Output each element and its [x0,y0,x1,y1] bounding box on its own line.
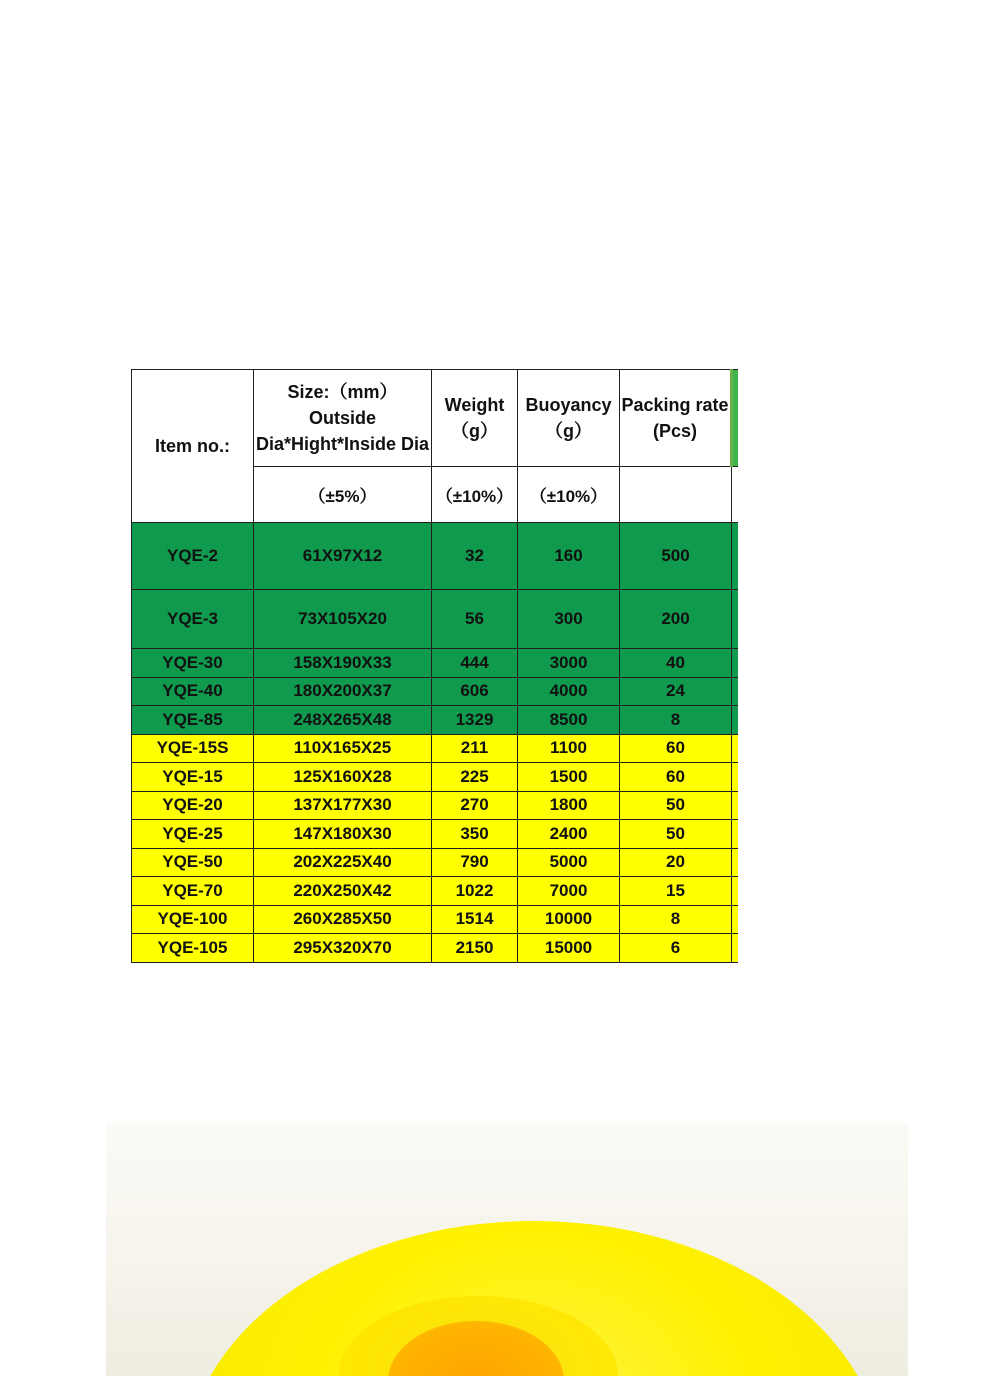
table-row [132,877,738,906]
cell-weight: 790 [432,848,518,877]
table-row [132,791,738,820]
table-row [132,590,738,649]
cell-size: 260X285X50 [254,905,432,934]
cell-item: YQE-20 [132,791,254,820]
cell-buoyancy: 1100 [518,734,620,763]
tolerance-weight: （±10%） [432,467,518,523]
header-buoyancy-line1: Buoyancy [525,395,612,415]
cell-packing: 50 [620,791,732,820]
cell-buoyancy: 7000 [518,877,620,906]
header-size-line1: Size:（mm） [287,382,398,402]
cell-packing: 24 [620,677,732,706]
cell-weight: 2150 [432,934,518,963]
cell-size: 137X177X30 [254,791,432,820]
cell-buoyancy: 3000 [518,649,620,678]
cell-item: YQE-3 [132,590,254,649]
table-row [132,848,738,877]
cell-edge [732,523,738,590]
spec-table-body [132,370,738,963]
cell-item: YQE-25 [132,820,254,849]
tolerance-buoyancy: （±10%） [518,467,620,523]
header-size-line2: Outside [308,408,376,428]
cell-item: YQE-15 [132,763,254,792]
header-size-line3: Dia*Hight*Inside Dia [255,434,430,454]
cell-packing: 20 [620,848,732,877]
tolerance-edge-cell [732,467,738,523]
cell-weight: 350 [432,820,518,849]
cell-packing: 60 [620,734,732,763]
cell-size: 248X265X48 [254,706,432,735]
cell-buoyancy: 160 [518,523,620,590]
cell-packing: 15 [620,877,732,906]
cell-item: YQE-40 [132,677,254,706]
cell-edge [732,877,738,906]
cell-buoyancy: 300 [518,590,620,649]
cell-weight: 444 [432,649,518,678]
cell-weight: 1329 [432,706,518,735]
cell-edge [732,934,738,963]
cell-weight: 270 [432,791,518,820]
header-packing-line1: Packing rate [621,395,729,415]
table-row [132,820,738,849]
cell-item: YQE-2 [132,523,254,590]
cell-weight: 225 [432,763,518,792]
cell-packing: 6 [620,934,732,963]
table-row [132,734,738,763]
cell-size: 158X190X33 [254,649,432,678]
table-row [132,905,738,934]
cell-packing: 8 [620,905,732,934]
cell-weight: 606 [432,677,518,706]
cell-edge [732,677,738,706]
cell-packing: 500 [620,523,732,590]
header-weight [432,370,518,467]
cell-packing: 40 [620,649,732,678]
cell-item: YQE-85 [132,706,254,735]
spec-table [131,369,738,963]
header-edge-cell [732,370,738,467]
cell-edge [732,734,738,763]
tolerance-packing [620,467,732,523]
cell-size: 147X180X30 [254,820,432,849]
cell-size: 180X200X37 [254,677,432,706]
cell-edge [732,590,738,649]
header-buoyancy [518,370,620,467]
cell-weight: 56 [432,590,518,649]
header-packing [620,370,732,467]
cell-buoyancy: 15000 [518,934,620,963]
table-row [132,523,738,590]
tolerance-size: （±5%） [254,467,432,523]
cell-buoyancy: 1500 [518,763,620,792]
cell-buoyancy: 10000 [518,905,620,934]
cell-edge [732,820,738,849]
header-packing-line2: (Pcs) [652,421,697,441]
cell-packing: 50 [620,820,732,849]
cell-item: YQE-100 [132,905,254,934]
cell-packing: 200 [620,590,732,649]
header-weight-line2: （g） [451,421,498,441]
cell-packing: 8 [620,706,732,735]
cell-edge [732,848,738,877]
table-row [132,934,738,963]
cell-packing: 60 [620,763,732,792]
cell-buoyancy: 2400 [518,820,620,849]
table-row [132,763,738,792]
cell-edge [732,763,738,792]
header-item [132,370,254,523]
cell-size: 73X105X20 [254,590,432,649]
cell-buoyancy: 8500 [518,706,620,735]
cell-buoyancy: 4000 [518,677,620,706]
header-size [254,370,432,467]
cell-size: 110X165X25 [254,734,432,763]
cell-weight: 211 [432,734,518,763]
table-row [132,706,738,735]
header-item-label: Item no.: [155,436,230,456]
table-row [132,677,738,706]
cell-weight: 1022 [432,877,518,906]
cell-edge [732,791,738,820]
cell-item: YQE-105 [132,934,254,963]
cell-edge [732,905,738,934]
cell-size: 61X97X12 [254,523,432,590]
cell-item: YQE-50 [132,848,254,877]
cell-size: 202X225X40 [254,848,432,877]
cell-item: YQE-30 [132,649,254,678]
table-row [132,649,738,678]
cell-buoyancy: 5000 [518,848,620,877]
header-weight-line1: Weight [444,395,505,415]
cell-edge [732,706,738,735]
cell-buoyancy: 1800 [518,791,620,820]
header-buoyancy-line2: （g） [545,421,592,441]
header-row [132,370,738,467]
cell-weight: 32 [432,523,518,590]
cell-size: 125X160X28 [254,763,432,792]
cell-size: 220X250X42 [254,877,432,906]
cell-weight: 1514 [432,905,518,934]
cell-item: YQE-15S [132,734,254,763]
cell-item: YQE-70 [132,877,254,906]
cell-edge [732,649,738,678]
cell-size: 295X320X70 [254,934,432,963]
product-photo [106,1123,908,1376]
